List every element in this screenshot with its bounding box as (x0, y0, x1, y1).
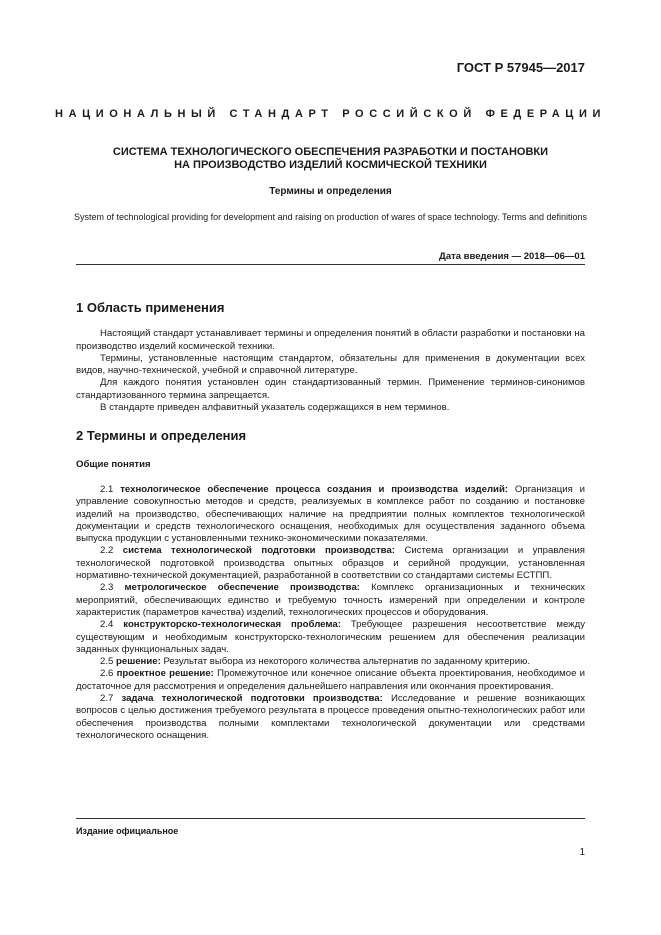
page-number: 1 (579, 847, 585, 858)
english-title: System of technological providing for development and raising on production of wares of space technology. Terms and definitions (74, 212, 587, 222)
term-name: конструкторско-технологическая проблема: (123, 619, 341, 631)
term-name: задача технологической подготовки производства: (121, 693, 383, 705)
document-subtitle: Термины и определения (269, 186, 392, 197)
paragraph: Термины, установленные настоящим стандартом, обязательны для применения в документации всех видов, научно-технической, учебной и справочной литературе. (76, 352, 585, 377)
term-definition: Исследование и решение возникающих вопросов с целью достижения требуемого результата в процессе проведения опытно-технологических работ или обеспечения производства полными комплектами технологической документации или средствами технологического оснащения. (76, 693, 585, 741)
term-name: решение: (116, 656, 161, 668)
term-number: 2.7 (100, 693, 114, 705)
term-name: технологическое обеспечение процесса создания и производства изделий: (120, 483, 509, 495)
term-entry (76, 582, 585, 619)
title-line-2: НА ПРОИЗВОДСТВО ИЗДЕЛИЙ КОСМИЧЕСКОЙ ТЕХНИКИ (174, 159, 487, 171)
paragraph: Настоящий стандарт устанавливает термины и определения понятий в области разработки и постановки на производство изделий космической техники. (76, 328, 585, 352)
term-definition: Результат выбора из некоторого количества альтернатив по заданному критерию. (163, 656, 530, 668)
paragraph: В стандарте приведен алфавитный указатель содержащихся в нем терминов. (100, 402, 450, 414)
term-definition: Промежуточное или конечное описание объекта проектирования, необходимое и достаточное для рассмотрения и определения дальнейшего направления или окончания проектирования. (76, 668, 585, 692)
term-definition: Требующее разрешения несоответствие между существующим и необходимым конструкторско-технологическим решением для обеспечения реализации заданных функциональных задач. (76, 619, 585, 655)
term-entry (76, 656, 585, 668)
section-2-heading: 2 Термины и определения (76, 428, 247, 444)
term-entry (76, 619, 585, 656)
document-title (60, 146, 601, 172)
section-1-heading: 1 Область применения (76, 300, 225, 315)
national-standard-banner: НАЦИОНАЛЬНЫЙ СТАНДАРТ РОССИЙСКОЙ ФЕДЕРАЦИИ (55, 108, 606, 120)
term-name: система технологической подготовки производства: (122, 545, 395, 557)
term-number: 2.6 (100, 668, 114, 680)
title-line-1: СИСТЕМА ТЕХНОЛОГИЧЕСКОГО ОБЕСПЕЧЕНИЯ РАЗРАБОТКИ И ПОСТАНОВКИ (112, 146, 549, 158)
term-entry (76, 668, 585, 693)
term-definition: Организация и управление совокупностью методов и средств, реализуемых в комплексе работ по созданию и постановке изделий на производство, обеспечивающих наличие на предприятии полных комплектов технологической документации и средств технологического оснащения, необходимых для осуществления заданного объема выпуска продукции с установленными технико-экономическими показателями. (76, 483, 585, 545)
edition-label: Издание официальное (76, 826, 179, 836)
term-definition: Комплекс организационных и технических мероприятий, обеспечивающих единство и требуемую точность измерений при определении и контроле характеристик (параметров качества) изделий, технологических процессов и оборудования. (76, 582, 586, 618)
term-number: 2.5 (100, 656, 114, 668)
effective-date: Дата введения — 2018—06—01 (439, 251, 585, 262)
term-entry (76, 484, 585, 545)
term-entry (76, 693, 585, 742)
term-number: 2.4 (100, 619, 114, 631)
paragraph: Для каждого понятия установлен один стандартизованный термин. Применение терминов-синонимов стандартизованного термина запрещается. (76, 377, 585, 401)
top-divider (76, 264, 585, 265)
term-definition: Система организации и управления технологической подготовкой производства опытных образцов и серийной продукции, установленная нормативно-технической документацией, разработанной в соответствии со стандартами системы ЕСТПП. (76, 545, 585, 582)
main-content (76, 302, 585, 742)
section-2-subheading: Общие понятия (76, 458, 151, 470)
term-name: метрологическое обеспечение производства: (124, 582, 360, 594)
gost-code: ГОСТ Р 57945—2017 (456, 60, 585, 75)
term-number: 2.2 (100, 545, 114, 557)
term-name: проектное решение: (116, 668, 214, 680)
term-number: 2.1 (100, 483, 114, 495)
term-entry (76, 545, 585, 582)
term-number: 2.3 (100, 582, 114, 594)
bottom-divider (76, 818, 585, 819)
